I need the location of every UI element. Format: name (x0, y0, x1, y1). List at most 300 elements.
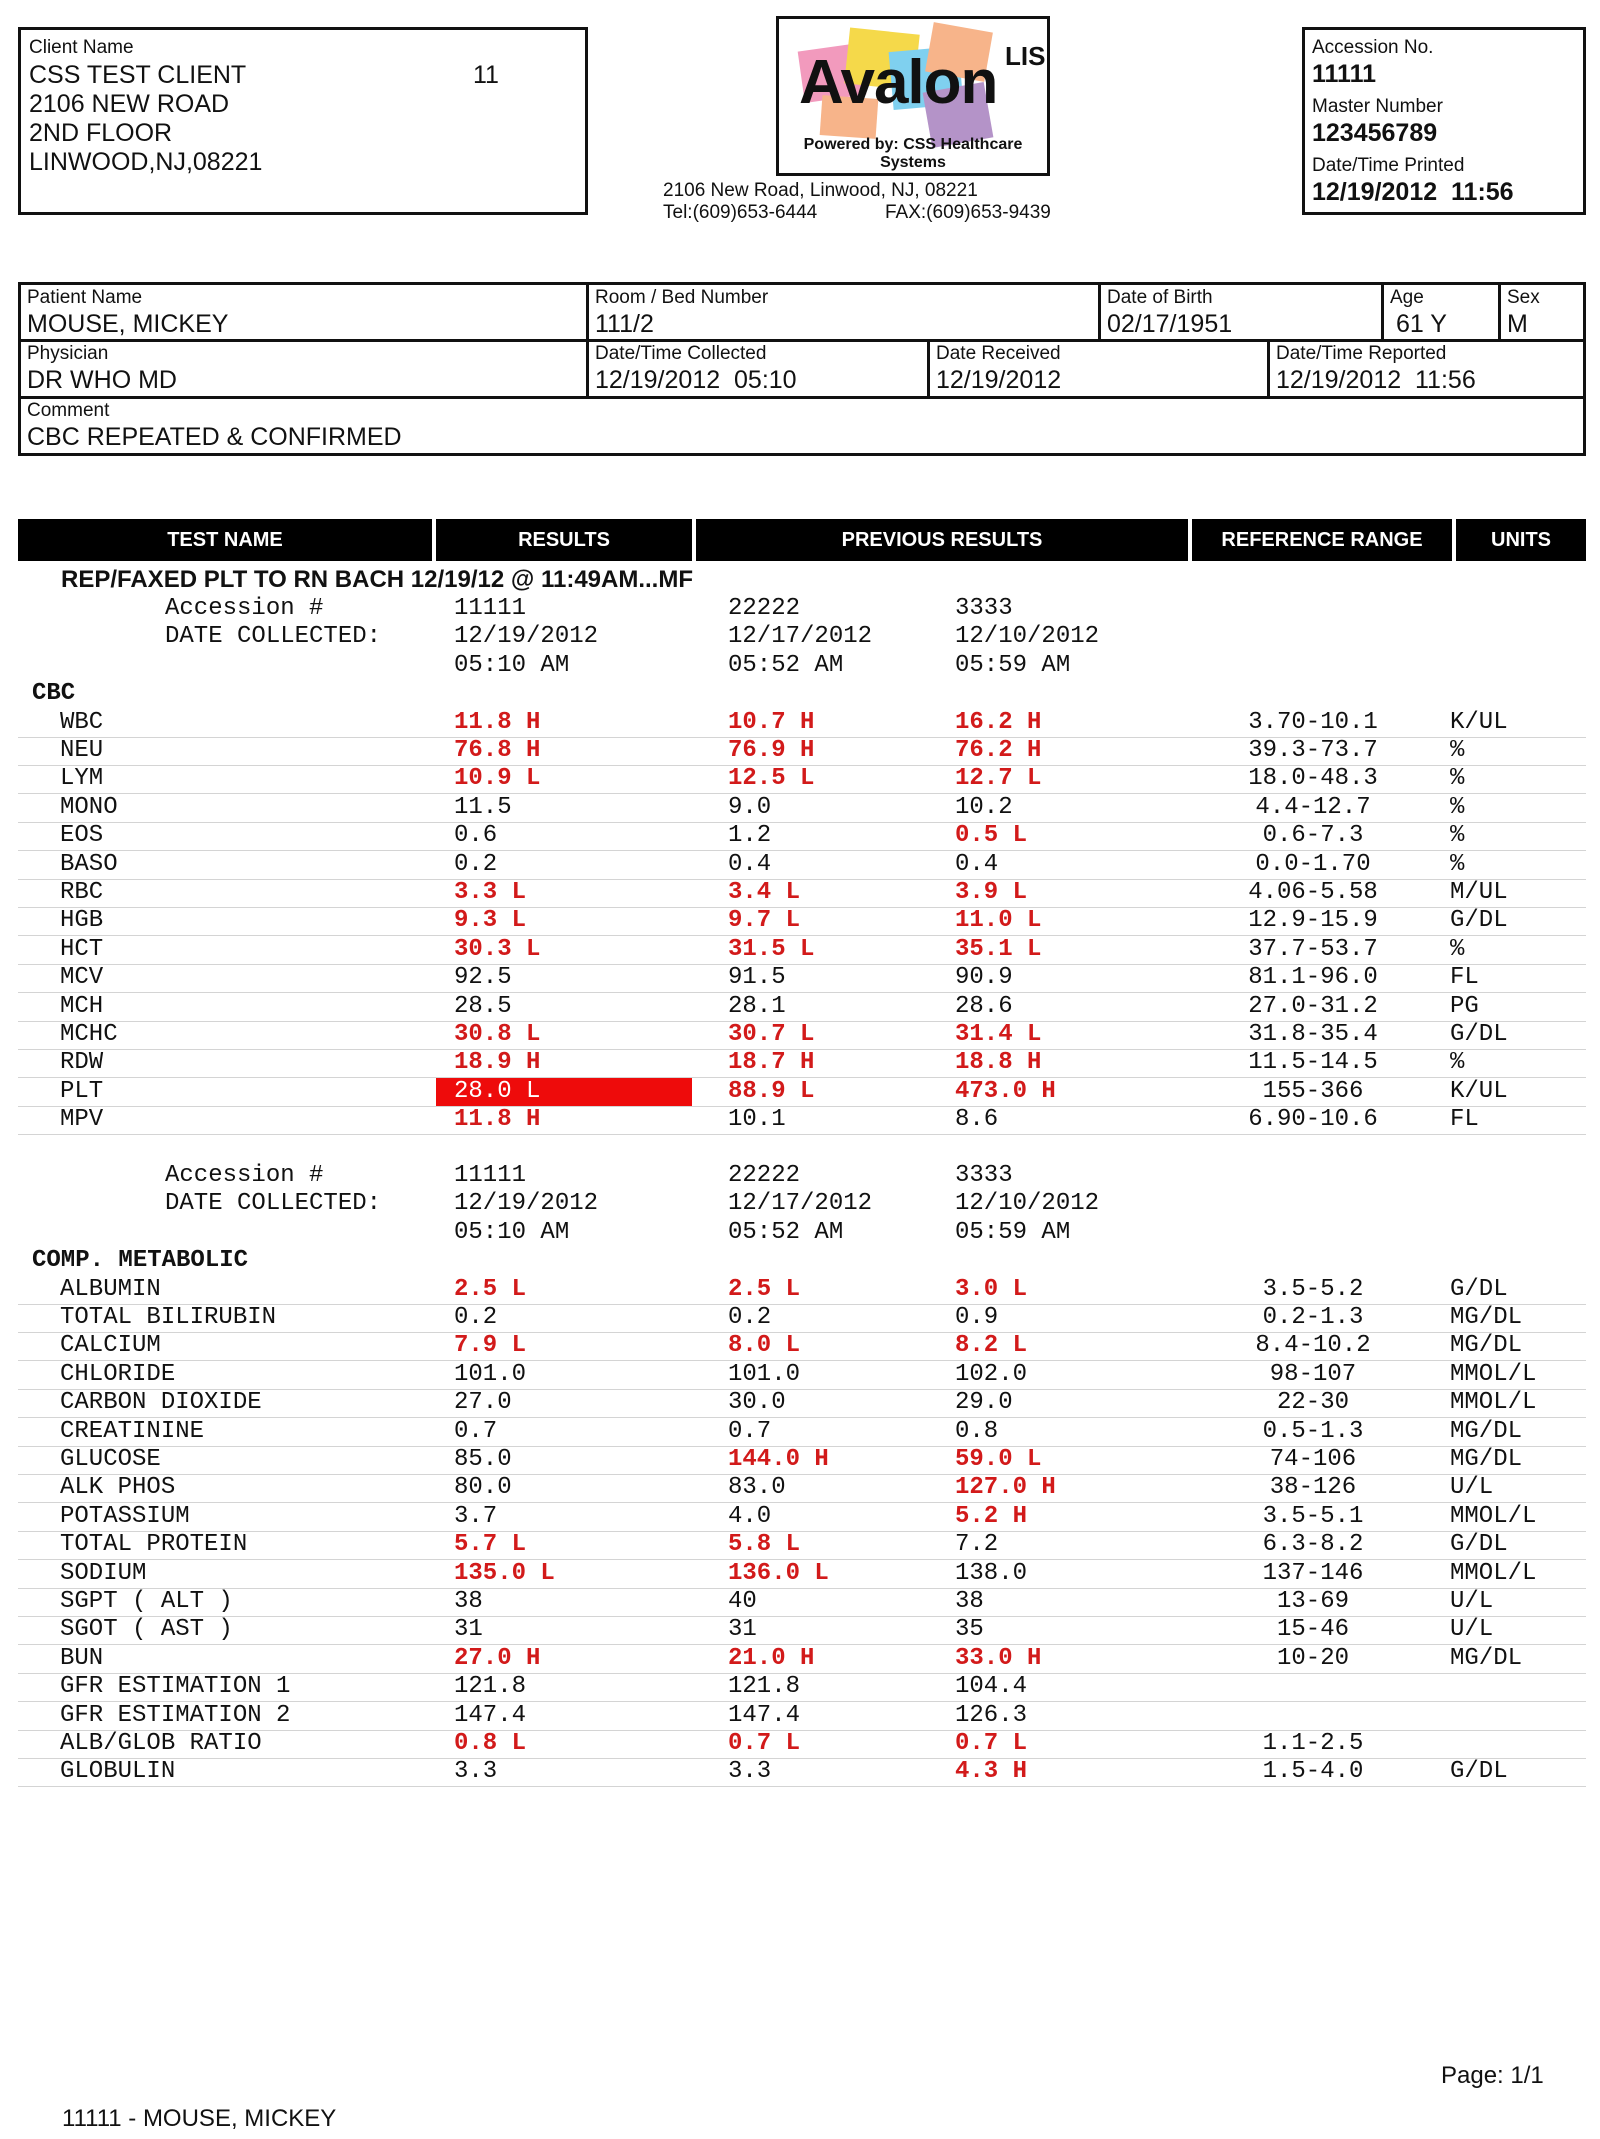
result-current: 80.0 (454, 1474, 512, 1502)
room-label: Room / Bed Number (595, 287, 769, 308)
collection-time-row (18, 652, 1586, 680)
result-current: 0.7 (454, 1417, 498, 1445)
result-current: 38 (454, 1588, 483, 1615)
comment-label: Comment (27, 400, 110, 421)
result-current: 11.8 H (454, 1106, 541, 1134)
units: G/DL (1450, 907, 1508, 935)
logo-tagline: Powered by: CSS Healthcare Systems (803, 136, 1023, 171)
result-previous-1: 121.8 (728, 1673, 801, 1701)
reference-range: 137-146 (1262, 1559, 1364, 1587)
result-previous-2: 28.6 (955, 992, 1013, 1020)
sex-value: M (1507, 310, 1528, 338)
grid-divider (21, 339, 1583, 342)
result-previous-2: 8.2 L (955, 1332, 1028, 1360)
collection-time: 05:52 AM (728, 651, 844, 679)
table-row (18, 1474, 1586, 1503)
result-current: 11.5 (454, 793, 512, 821)
test-name: PLT (60, 1077, 104, 1105)
accession-label: Accession No. (1312, 37, 1434, 58)
result-current: 11.8 H (454, 708, 541, 736)
result-previous-2: 10.2 (955, 793, 1013, 821)
result-current: 3.3 (454, 1758, 498, 1786)
result-previous-1: 5.8 L (728, 1531, 801, 1559)
reference-range: 3.5-5.1 (1262, 1502, 1364, 1530)
reference-range: 3.5-5.2 (1262, 1275, 1364, 1303)
result-current: 76.8 H (454, 737, 541, 764)
lab-fax: FAX:(609)653-9439 (885, 202, 1051, 223)
report-note: REP/FAXED PLT TO RN BACH 12/19/12 @ 11:49AM...MF (61, 566, 694, 593)
result-previous-1: 10.7 H (728, 708, 815, 736)
result-previous-2: 33.0 H (955, 1644, 1042, 1672)
result-previous-1: 30.0 (728, 1389, 786, 1417)
client-address2: 2ND FLOOR (29, 119, 173, 147)
test-name: POTASSIUM (60, 1502, 190, 1530)
result-previous-2: 0.9 (955, 1304, 999, 1331)
reference-range: 8.4-10.2 (1255, 1332, 1371, 1360)
units: MMOL/L (1450, 1360, 1537, 1388)
table-row (18, 1106, 1586, 1135)
table-row (18, 907, 1586, 936)
reported-value: 12/19/2012 11:56 (1276, 366, 1476, 394)
result-current: 92.5 (454, 964, 512, 992)
table-row (18, 822, 1586, 851)
table-row (18, 993, 1586, 1022)
result-previous-1: 31 (728, 1616, 757, 1644)
test-name: ALBUMIN (60, 1275, 161, 1303)
units: G/DL (1450, 1021, 1508, 1048)
units: G/DL (1450, 1758, 1508, 1786)
result-previous-2: 12.7 L (955, 765, 1042, 793)
result-previous-2: 126.3 (955, 1701, 1028, 1729)
reference-range: 15-46 (1276, 1616, 1349, 1644)
test-name: CREATININE (60, 1417, 205, 1445)
grid-divider (1498, 285, 1501, 340)
result-previous-2: 38 (955, 1588, 984, 1615)
client-city: LINWOOD,NJ,08221 (29, 148, 263, 176)
test-name: RDW (60, 1049, 104, 1077)
result-previous-1: 12.5 L (728, 765, 815, 793)
result-previous-2: 3.9 L (955, 879, 1028, 906)
accession-box (1302, 27, 1586, 215)
reference-range: 6.3-8.2 (1262, 1531, 1364, 1559)
units: % (1450, 822, 1465, 850)
result-current: 3.7 (454, 1502, 498, 1530)
test-name: ALK PHOS (60, 1474, 176, 1502)
table-row (18, 1758, 1586, 1787)
result-previous-2: 138.0 (955, 1559, 1028, 1587)
result-previous-2: 29.0 (955, 1389, 1013, 1417)
date-collected-label: DATE COLLECTED: (165, 1190, 382, 1218)
collection-date: 12/19/2012 (454, 1190, 599, 1218)
test-name: BASO (60, 850, 118, 878)
result-previous-1: 91.5 (728, 964, 786, 992)
result-previous-1: 9.7 L (728, 907, 801, 935)
reference-range: 13-69 (1276, 1588, 1349, 1615)
test-name: CALCIUM (60, 1332, 161, 1360)
result-previous-2: 90.9 (955, 964, 1013, 992)
result-previous-1: 21.0 H (728, 1644, 815, 1672)
result-current: 5.7 L (454, 1531, 527, 1559)
result-previous-1: 40 (728, 1588, 757, 1615)
result-current: 30.8 L (454, 1021, 541, 1048)
result-current: 18.9 H (454, 1049, 541, 1077)
result-previous-1: 1.2 (728, 822, 772, 850)
units: MMOL/L (1450, 1389, 1537, 1417)
table-row (18, 765, 1586, 794)
header-test-name: TEST NAME (18, 519, 432, 561)
result-previous-2: 473.0 H (955, 1077, 1056, 1105)
table-row (18, 1021, 1586, 1050)
result-previous-2: 3.0 L (955, 1275, 1028, 1303)
test-name: MCH (60, 992, 104, 1020)
table-row (18, 737, 1586, 766)
result-previous-1: 83.0 (728, 1474, 786, 1502)
comment-value: CBC REPEATED & CONFIRMED (27, 423, 402, 451)
collection-time: 05:59 AM (955, 651, 1071, 679)
result-previous-1: 9.0 (728, 793, 772, 821)
units: U/L (1450, 1588, 1494, 1615)
table-row (18, 794, 1586, 823)
result-current: 0.8 L (454, 1730, 527, 1757)
reference-range: 98-107 (1269, 1360, 1357, 1388)
table-row (18, 879, 1586, 908)
result-previous-1: 4.0 (728, 1502, 772, 1530)
collection-time: 05:52 AM (728, 1218, 844, 1246)
collection-time: 05:10 AM (454, 651, 570, 679)
test-name: GFR ESTIMATION 1 (60, 1673, 291, 1701)
reference-range: 0.2-1.3 (1262, 1304, 1364, 1331)
patient-info-grid (18, 282, 1586, 456)
printed-value: 12/19/2012 11:56 (1312, 178, 1514, 206)
page-number: Page: 1/1 (1441, 2062, 1544, 2089)
result-current: 31 (454, 1616, 483, 1644)
result-previous-1: 8.0 L (728, 1332, 801, 1360)
result-previous-1: 28.1 (728, 992, 786, 1020)
test-name: MCHC (60, 1021, 118, 1048)
collected-value: 12/19/2012 05:10 (595, 366, 797, 394)
accession-label: Accession # (165, 1162, 324, 1189)
grid-divider (586, 285, 589, 397)
test-name: TOTAL BILIRUBIN (60, 1304, 277, 1331)
result-previous-2: 7.2 (955, 1531, 999, 1559)
test-name: EOS (60, 822, 104, 850)
reported-label: Date/Time Reported (1276, 343, 1447, 364)
result-previous-2: 127.0 H (955, 1474, 1056, 1502)
reference-range: 38-126 (1269, 1474, 1357, 1502)
accession-number: 11111 (454, 595, 527, 622)
table-row (18, 1418, 1586, 1447)
result-previous-1: 76.9 H (728, 737, 815, 764)
test-name: SODIUM (60, 1559, 147, 1587)
units: U/L (1450, 1474, 1494, 1502)
date-collected-row (18, 1190, 1586, 1218)
reference-range: 39.3-73.7 (1248, 737, 1378, 764)
units: MMOL/L (1450, 1502, 1537, 1530)
grid-divider (1381, 285, 1384, 340)
reference-range: 11.5-14.5 (1248, 1049, 1378, 1077)
result-current: 28.5 (454, 992, 512, 1020)
sex-label: Sex (1507, 287, 1540, 308)
reference-range: 4.06-5.58 (1248, 879, 1378, 906)
test-name: NEU (60, 737, 104, 764)
result-previous-2: 31.4 L (955, 1021, 1042, 1048)
result-previous-1: 30.7 L (728, 1021, 815, 1048)
units: % (1450, 793, 1465, 821)
physician-value: DR WHO MD (27, 366, 177, 394)
result-previous-1: 147.4 (728, 1701, 801, 1729)
result-previous-1: 0.7 L (728, 1730, 801, 1757)
reference-range: 12.9-15.9 (1248, 907, 1378, 935)
collection-date: 12/19/2012 (454, 623, 599, 651)
received-label: Date Received (936, 343, 1061, 364)
client-name-label: Client Name (29, 37, 134, 58)
result-previous-1: 18.7 H (728, 1049, 815, 1077)
client-name: CSS TEST CLIENT (29, 61, 247, 89)
header-previous-results: PREVIOUS RESULTS (696, 519, 1188, 561)
client-box (18, 27, 588, 215)
result-current: 27.0 H (454, 1644, 541, 1672)
units: FL (1450, 964, 1479, 992)
result-previous-1: 0.7 (728, 1417, 772, 1445)
table-row (18, 1531, 1586, 1560)
test-name: GLUCOSE (60, 1446, 161, 1473)
result-previous-1: 144.0 H (728, 1446, 829, 1473)
accession-number: 22222 (728, 1162, 801, 1189)
age-value: 61 Y (1396, 310, 1447, 338)
units: MG/DL (1450, 1304, 1523, 1331)
result-previous-2: 8.6 (955, 1106, 999, 1134)
table-row (18, 1361, 1586, 1390)
date-collected-label: DATE COLLECTED: (165, 623, 382, 651)
reference-range: 18.0-48.3 (1248, 765, 1378, 793)
table-row (18, 851, 1586, 880)
table-row (18, 1588, 1586, 1617)
reference-range: 0.5-1.3 (1262, 1417, 1364, 1445)
age-label: Age (1390, 287, 1424, 308)
test-name: GFR ESTIMATION 2 (60, 1701, 291, 1729)
logo-brand: Avalon (799, 48, 998, 117)
reference-range: 4.4-12.7 (1255, 793, 1371, 821)
client-address1: 2106 NEW ROAD (29, 90, 230, 118)
dob-label: Date of Birth (1107, 287, 1213, 308)
result-previous-2: 0.5 L (955, 822, 1028, 850)
result-current: 85.0 (454, 1446, 512, 1473)
grid-divider (1267, 339, 1270, 397)
header-units: UNITS (1456, 519, 1586, 561)
table-row (18, 1078, 1586, 1107)
client-code: 11 (473, 61, 499, 89)
table-row (18, 1673, 1586, 1702)
result-current: 10.9 L (454, 765, 541, 793)
test-name: HGB (60, 907, 104, 935)
table-row (18, 1304, 1586, 1333)
collection-date: 12/10/2012 (955, 623, 1100, 651)
room-value: 111/2 (595, 310, 654, 338)
test-name: LYM (60, 765, 104, 793)
collection-time: 05:10 AM (454, 1218, 570, 1246)
units: G/DL (1450, 1531, 1508, 1559)
units: K/UL (1450, 1077, 1508, 1105)
result-previous-2: 0.7 L (955, 1730, 1028, 1757)
result-previous-1: 10.1 (728, 1106, 786, 1134)
result-previous-1: 88.9 L (728, 1077, 815, 1105)
lab-tel: Tel:(609)653-6444 (663, 202, 818, 223)
printed-label: Date/Time Printed (1312, 155, 1465, 176)
section-title: CBC (32, 680, 76, 708)
result-previous-1: 3.4 L (728, 879, 801, 906)
table-row (18, 1702, 1586, 1731)
grid-divider (21, 396, 1583, 399)
master-label: Master Number (1312, 96, 1443, 117)
result-current: 147.4 (454, 1701, 527, 1729)
reference-range: 27.0-31.2 (1248, 992, 1378, 1020)
test-name: RBC (60, 879, 104, 906)
units: G/DL (1450, 1275, 1508, 1303)
reference-range: 0.6-7.3 (1262, 822, 1364, 850)
result-previous-2: 0.8 (955, 1417, 999, 1445)
header-results: RESULTS (436, 519, 692, 561)
result-previous-2: 16.2 H (955, 708, 1042, 736)
units: % (1450, 765, 1465, 793)
test-name: SGPT ( ALT ) (60, 1588, 233, 1615)
test-name: WBC (60, 708, 104, 736)
lab-address (663, 180, 1083, 224)
results-table-header (18, 519, 1586, 561)
grid-divider (1098, 285, 1101, 340)
test-name: GLOBULIN (60, 1758, 176, 1786)
result-previous-2: 35.1 L (955, 935, 1042, 963)
result-previous-2: 35 (955, 1616, 984, 1644)
result-current: 27.0 (454, 1389, 512, 1417)
result-current: 28.0 L (436, 1078, 692, 1106)
reference-range: 37.7-53.7 (1248, 935, 1378, 963)
grid-divider (927, 339, 930, 397)
collected-label: Date/Time Collected (595, 343, 767, 364)
result-current: 9.3 L (454, 907, 527, 935)
table-row (18, 1049, 1586, 1078)
patient-name: MOUSE, MICKEY (27, 310, 229, 338)
units: MG/DL (1450, 1332, 1523, 1360)
result-current: 0.6 (454, 822, 498, 850)
collection-date: 12/17/2012 (728, 623, 873, 651)
reference-range: 3.70-10.1 (1248, 708, 1378, 736)
result-current: 30.3 L (454, 935, 541, 963)
accession-number: 22222 (728, 595, 801, 622)
table-row (18, 1389, 1586, 1418)
lab-address-line: 2106 New Road, Linwood, NJ, 08221 (663, 180, 978, 201)
reference-range: 155-366 (1262, 1077, 1364, 1105)
table-row (18, 936, 1586, 965)
dob-value: 02/17/1951 (1107, 310, 1233, 338)
result-current: 3.3 L (454, 879, 527, 906)
test-name: SGOT ( AST ) (60, 1616, 233, 1644)
reference-range: 31.8-35.4 (1248, 1021, 1378, 1048)
units: U/L (1450, 1616, 1494, 1644)
test-name: HCT (60, 935, 104, 963)
table-row (18, 1730, 1586, 1759)
test-name: ALB/GLOB RATIO (60, 1730, 262, 1757)
test-name: CARBON DIOXIDE (60, 1389, 262, 1417)
table-row (18, 1276, 1586, 1305)
result-current: 7.9 L (454, 1332, 527, 1360)
table-row (18, 1332, 1586, 1361)
table-row (18, 1503, 1586, 1532)
result-previous-1: 136.0 L (728, 1559, 829, 1587)
result-previous-1: 31.5 L (728, 935, 815, 963)
header-reference-range: REFERENCE RANGE (1192, 519, 1452, 561)
reference-range: 10-20 (1276, 1644, 1349, 1672)
test-name: TOTAL PROTEIN (60, 1531, 248, 1559)
result-previous-1: 3.3 (728, 1758, 772, 1786)
units: PG (1450, 992, 1479, 1020)
result-current: 101.0 (454, 1360, 527, 1388)
result-previous-2: 0.4 (955, 850, 999, 878)
collection-date: 12/17/2012 (728, 1190, 873, 1218)
accession-label: Accession # (165, 595, 324, 622)
section-title: COMP. METABOLIC (32, 1247, 249, 1275)
reference-range: 1.1-2.5 (1262, 1730, 1364, 1757)
result-current: 135.0 L (454, 1559, 555, 1587)
units: % (1450, 850, 1465, 878)
test-name: MPV (60, 1106, 104, 1134)
master-value: 123456789 (1312, 119, 1438, 147)
physician-label: Physician (27, 343, 109, 364)
result-current: 2.5 L (454, 1275, 527, 1303)
reference-range: 74-106 (1269, 1446, 1357, 1473)
accession-number: 3333 (955, 595, 1013, 622)
table-row (18, 1645, 1586, 1674)
units: % (1450, 737, 1465, 764)
units: % (1450, 1049, 1465, 1077)
result-previous-2: 5.2 H (955, 1502, 1028, 1530)
footer-patient: 11111 - MOUSE, MICKEY (62, 2105, 337, 2132)
units: MG/DL (1450, 1417, 1523, 1445)
result-previous-2: 59.0 L (955, 1446, 1042, 1473)
logo-sup: LIS (1005, 41, 1046, 71)
accession-number: 3333 (955, 1162, 1013, 1189)
result-previous-1: 0.2 (728, 1304, 772, 1331)
result-previous-2: 4.3 H (955, 1758, 1028, 1786)
received-value: 12/19/2012 (936, 366, 1062, 394)
test-name: CHLORIDE (60, 1360, 176, 1388)
table-row (18, 1446, 1586, 1475)
accession-value: 11111 (1312, 60, 1377, 88)
result-previous-2: 11.0 L (955, 907, 1042, 935)
reference-range: 22-30 (1276, 1389, 1349, 1417)
reference-range: 81.1-96.0 (1248, 964, 1378, 992)
result-previous-2: 104.4 (955, 1673, 1028, 1701)
test-name: BUN (60, 1644, 104, 1672)
result-previous-2: 18.8 H (955, 1049, 1042, 1077)
table-row (18, 709, 1586, 738)
accession-row (18, 1162, 1586, 1190)
units: MG/DL (1450, 1644, 1523, 1672)
units: M/UL (1450, 879, 1508, 906)
patient-name-label: Patient Name (27, 287, 143, 308)
collection-time-row (18, 1219, 1586, 1247)
test-name: MCV (60, 964, 104, 992)
table-row (18, 964, 1586, 993)
result-current: 0.2 (454, 1304, 498, 1331)
result-previous-1: 0.4 (728, 850, 772, 878)
units: MMOL/L (1450, 1559, 1537, 1587)
result-previous-2: 102.0 (955, 1360, 1028, 1388)
units: FL (1450, 1106, 1479, 1134)
result-current: 0.2 (454, 850, 498, 878)
result-current: 121.8 (454, 1673, 527, 1701)
reference-range: 0.0-1.70 (1255, 850, 1371, 878)
reference-range: 1.5-4.0 (1262, 1758, 1364, 1786)
